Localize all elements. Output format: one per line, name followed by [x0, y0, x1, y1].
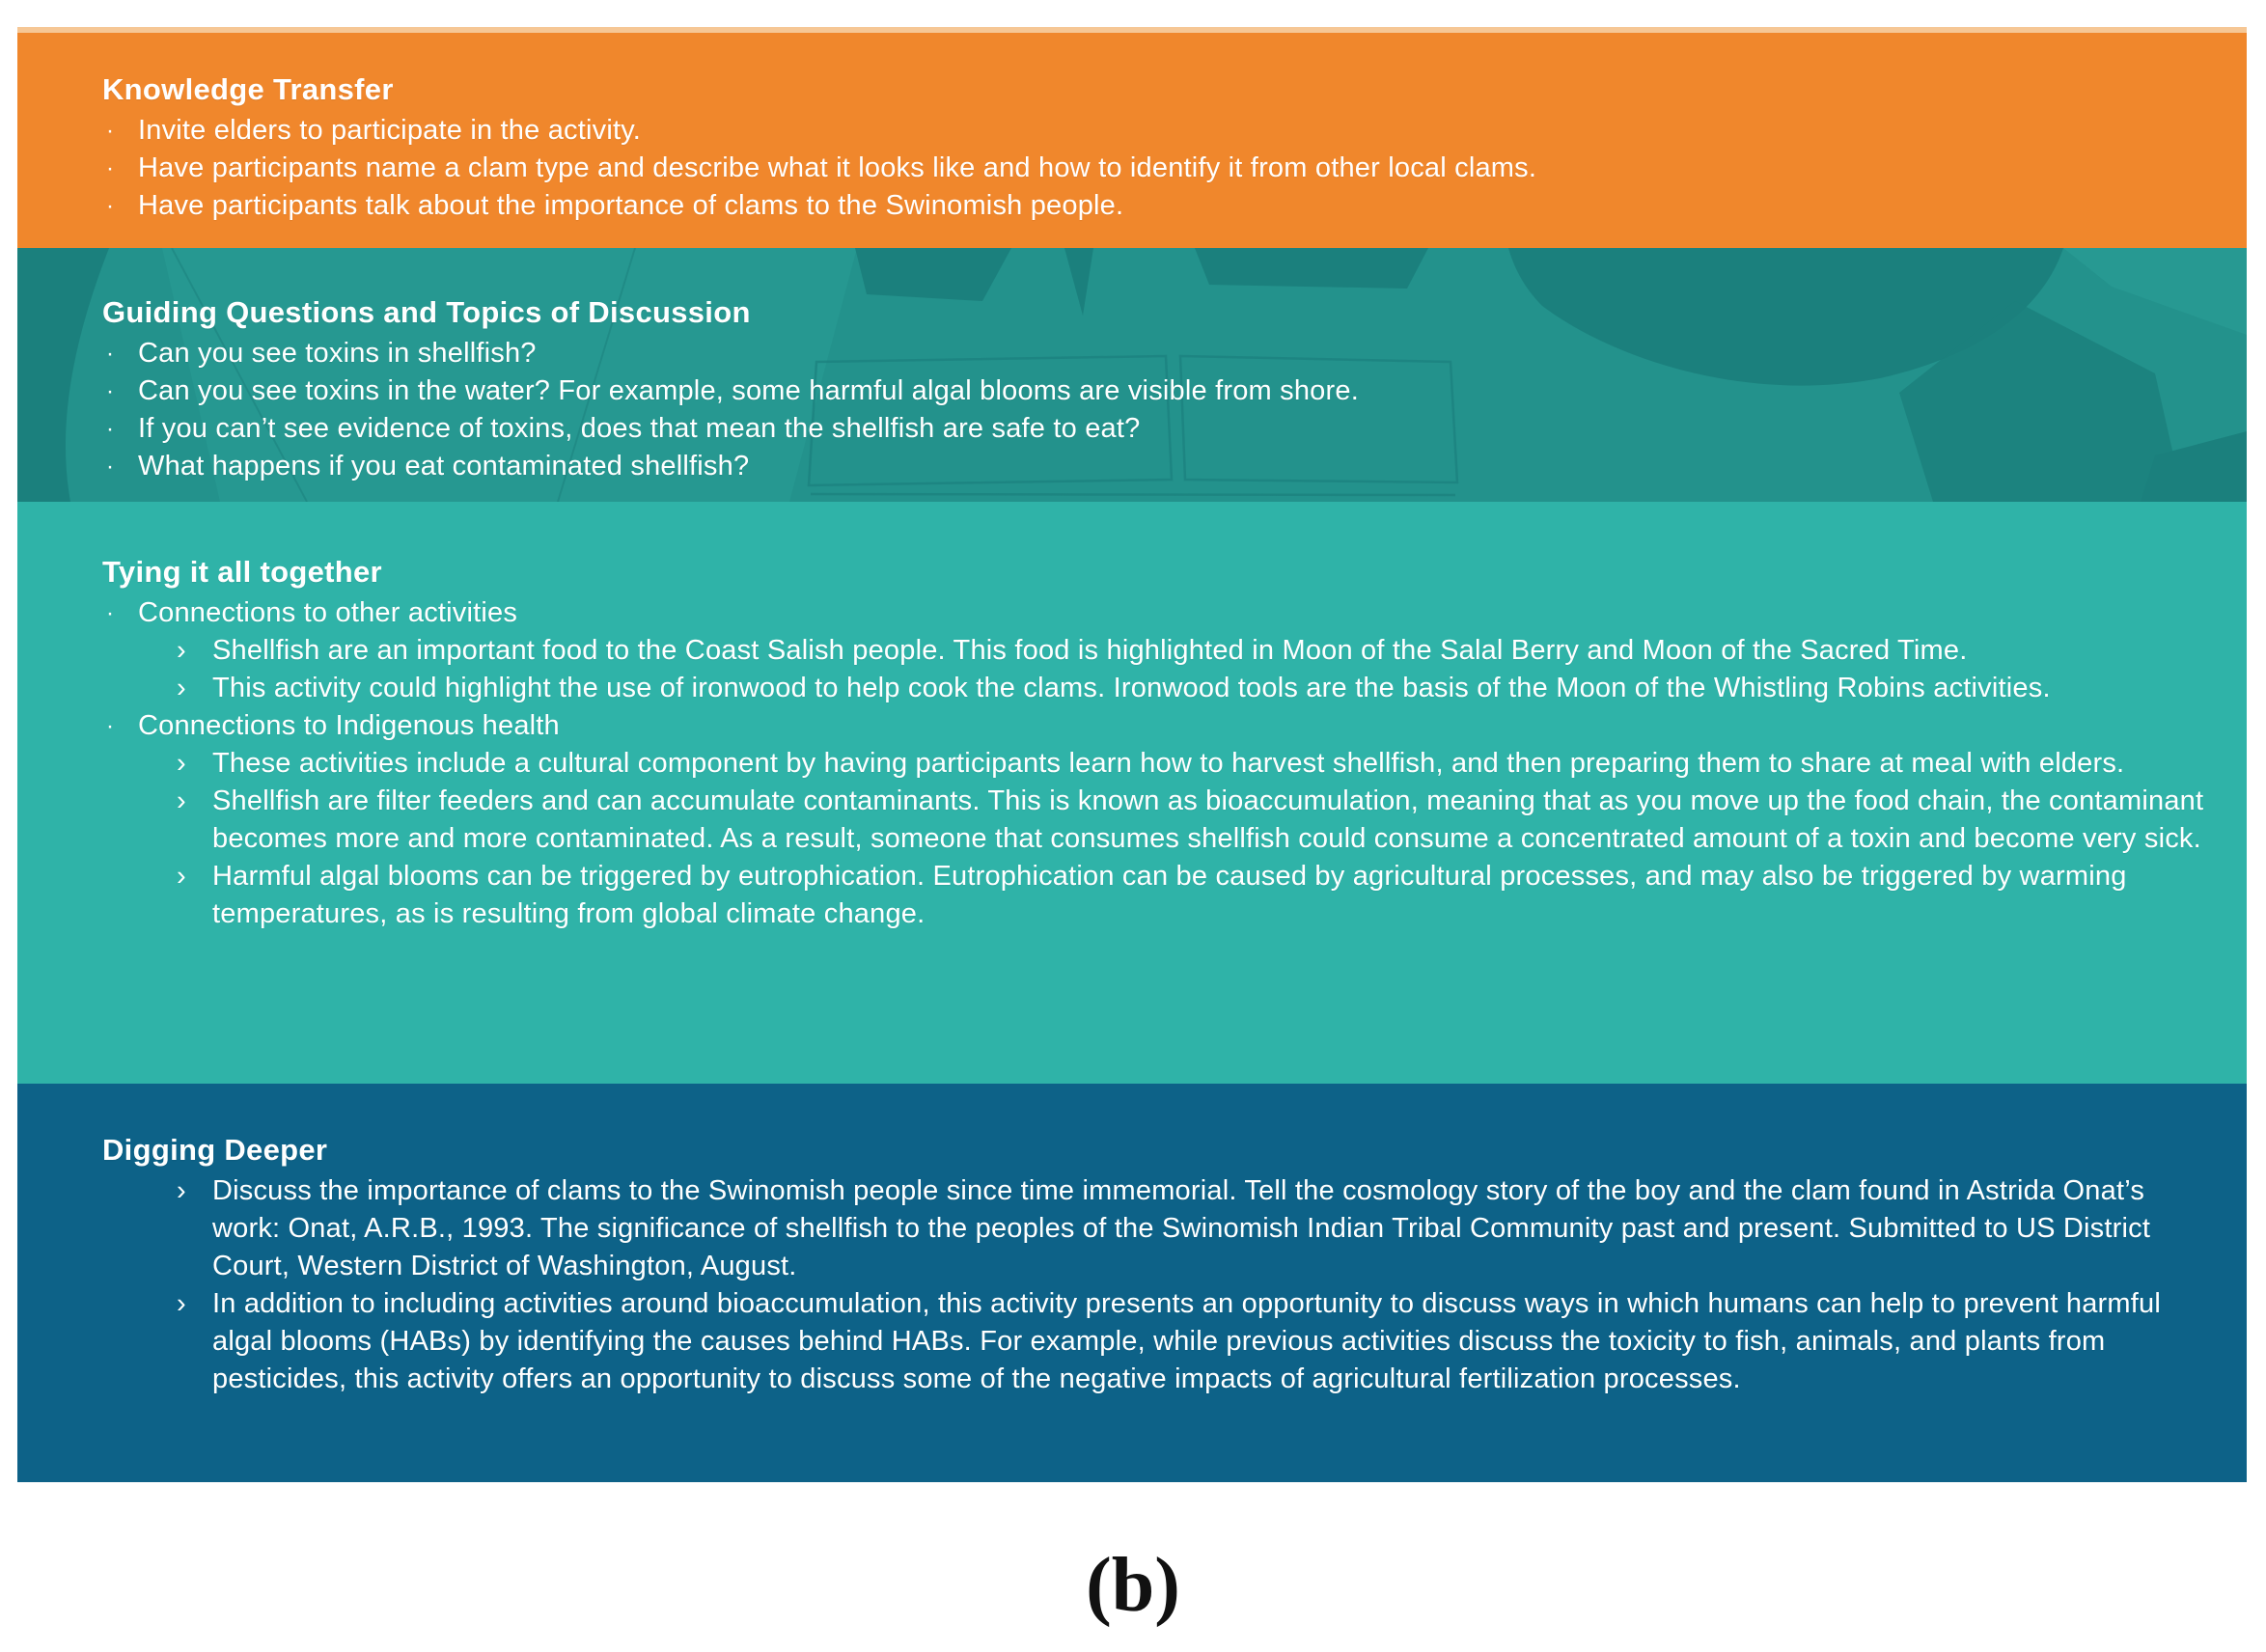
bullet-text: If you can’t see evidence of toxins, does that mean the shellfish are safe to eat? — [138, 413, 1141, 444]
bullet-text: Discuss the importance of clams to the Swinomish people since time immemorial. Tell the cosmology story of the boy and the clam found in Astrida Onat’s work: Onat, A.R.B., 1993. The significance of shellfish to the peoples of the Swinomish Indian Tribal Community past and present. Submitted to US District Court, Western District of Washington, August. — [212, 1175, 2151, 1281]
bullet-text: In addition to including activities around bioaccumulation, this activity presents an opportunity to discuss ways in which humans can help to prevent harmful algal blooms (HABs) by identifying the causes behind HABs. For example, while previous activities discuss the toxicity to fish, animals, and plants from pesticides, this activity offers an opportunity to discuss some of the negative impacts of agricultural fertilization processes. — [212, 1288, 2161, 1394]
bullet-item — [17, 632, 2206, 670]
bullet-marker: · — [106, 416, 114, 442]
bullet-marker: › — [177, 785, 186, 816]
section-digging-deeper — [17, 1084, 2247, 1482]
bullet-text: This activity could highlight the use of ironwood to help cook the clams. Ironwood tools are the basis of the Moon of the Whistling Robins activities. — [212, 673, 2051, 703]
bullet-marker: › — [177, 748, 186, 779]
bullet-item — [17, 372, 2206, 410]
section-title: Knowledge Transfer — [102, 72, 394, 106]
section-tying-it-all-together — [17, 502, 2247, 1084]
subfigure-caption: (b) — [1086, 1543, 1180, 1628]
bullet-marker: · — [106, 454, 114, 480]
bullet-item — [17, 187, 2206, 225]
bullet-text: Have participants talk about the importance of clams to the Swinomish people. — [138, 190, 1124, 221]
bullet-marker: · — [106, 118, 114, 144]
section-title: Tying it all together — [102, 555, 382, 589]
section-knowledge-transfer — [17, 27, 2247, 248]
bullet-item — [17, 1285, 2206, 1398]
bullet-item — [17, 670, 2206, 707]
bullet-text: Connections to other activities — [138, 597, 518, 628]
bullet-item — [17, 112, 2206, 150]
bullet-text: Shellfish are an important food to the Coast Salish people. This food is highlighted in Moon of the Salal Berry and Moon of the Sacred Time. — [212, 635, 1968, 666]
bullet-list — [17, 335, 2247, 485]
section-title: Digging Deeper — [102, 1133, 328, 1167]
figure-panel — [17, 27, 2247, 1482]
bullet-marker: › — [177, 635, 186, 666]
bullet-text: These activities include a cultural component by having participants learn how to harvest shellfish, and then preparing them to share at meal with elders. — [212, 748, 2125, 779]
bullet-list — [17, 594, 2247, 933]
section-title: Guiding Questions and Topics of Discussion — [102, 295, 751, 329]
bullet-list — [17, 1172, 2247, 1398]
bullet-marker: › — [177, 1288, 186, 1319]
bullet-item — [17, 1172, 2206, 1285]
bullet-marker: › — [177, 673, 186, 703]
bullet-item — [17, 410, 2206, 448]
bullet-text: Can you see toxins in the water? For example, some harmful algal blooms are visible from shore. — [138, 375, 1359, 406]
bullet-marker: · — [106, 155, 114, 181]
bullet-text: Shellfish are filter feeders and can accumulate contaminants. This is known as bioaccumulation, meaning that as you move up the food chain, the contaminant becomes more and more contaminated. As a result, someone that consumes shellfish could consume a concentrated amount of a toxin and become very sick. — [212, 785, 2204, 854]
bullet-text: Connections to Indigenous health — [138, 710, 560, 741]
bullet-text: Harmful algal blooms can be triggered by eutrophication. Eutrophication can be caused by agricultural processes, and may also be triggered by warming temperatures, as is resulting from global climate change. — [212, 861, 2127, 929]
bullet-text: What happens if you eat contaminated shellfish? — [138, 451, 750, 482]
bullet-marker: · — [106, 600, 114, 626]
bullet-item — [17, 594, 2206, 632]
bullet-item — [17, 858, 2206, 933]
bullet-text: Can you see toxins in shellfish? — [138, 338, 537, 369]
bullet-list — [17, 112, 2247, 225]
bullet-item — [17, 335, 2206, 372]
bullet-marker: · — [106, 341, 114, 367]
bullet-text: Have participants name a clam type and describe what it looks like and how to identify it from other local clams. — [138, 152, 1537, 183]
bullet-marker: › — [177, 1175, 186, 1206]
bullet-item — [17, 448, 2206, 485]
section-guiding-questions — [17, 248, 2247, 502]
bullet-item — [17, 707, 2206, 745]
bullet-item — [17, 150, 2206, 187]
bullet-marker: · — [106, 713, 114, 739]
bullet-marker: · — [106, 378, 114, 404]
bullet-item — [17, 783, 2206, 858]
bullet-text: Invite elders to participate in the activity. — [138, 115, 642, 146]
bullet-item — [17, 745, 2206, 783]
bullet-marker: · — [106, 193, 114, 219]
bullet-marker: › — [177, 861, 186, 892]
